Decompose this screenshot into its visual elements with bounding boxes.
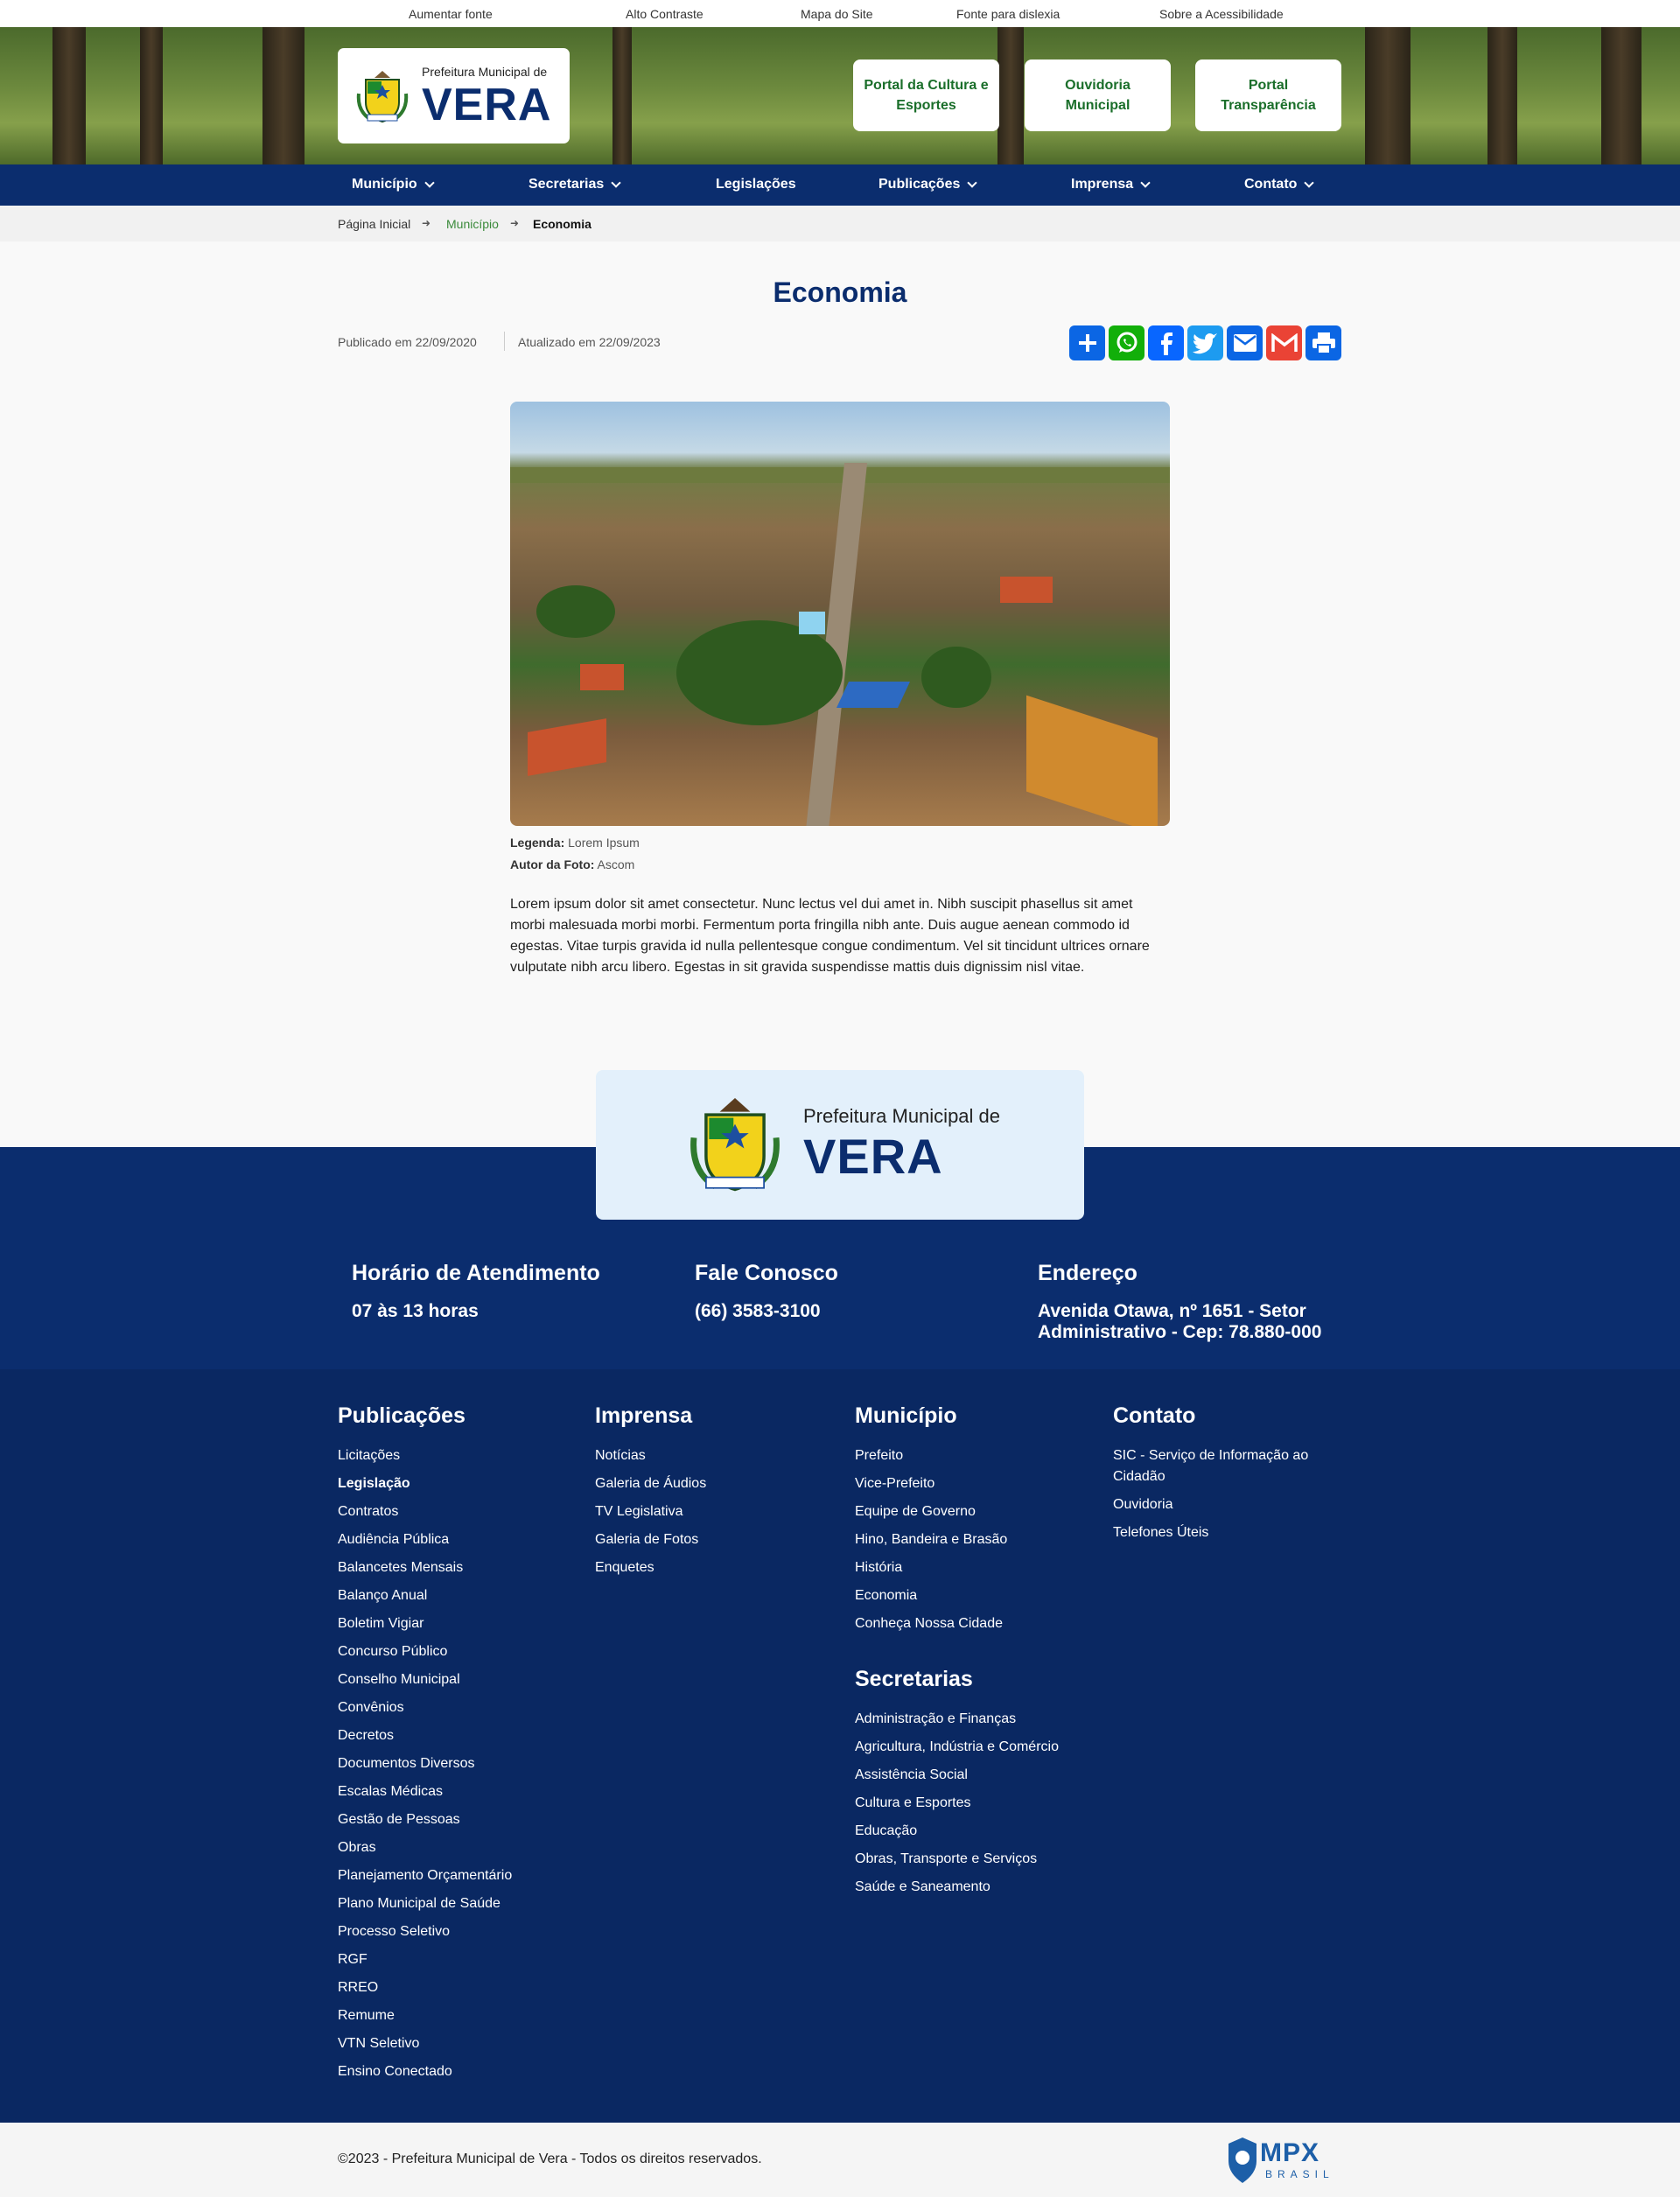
- footer-link[interactable]: Economia: [855, 1588, 918, 1603]
- footer-link[interactable]: Educação: [855, 1823, 918, 1838]
- coat-of-arms-icon: [355, 67, 410, 125]
- increase-font-link[interactable]: Aumentar fonte: [409, 7, 493, 21]
- footer-link[interactable]: Conselho Municipal: [338, 1672, 460, 1687]
- published-date: Publicado em 22/09/2020: [338, 335, 477, 349]
- footer-link[interactable]: Documentos Diversos: [338, 1756, 475, 1771]
- twitter-icon: [1193, 332, 1219, 354]
- photo-caption: Legenda: Lorem Ipsum: [510, 836, 640, 850]
- accessibility-bar: [0, 0, 1680, 27]
- footer-link[interactable]: Legislação: [338, 1476, 410, 1491]
- footer-link[interactable]: Cultura e Esportes: [855, 1795, 971, 1810]
- footer-link[interactable]: Audiência Pública: [338, 1532, 450, 1547]
- footer-link[interactable]: História: [855, 1560, 903, 1575]
- footer-link[interactable]: Prefeito: [855, 1448, 904, 1463]
- footer-link[interactable]: Remume: [338, 2008, 395, 2023]
- chevron-down-icon: [1140, 178, 1150, 187]
- footer-heading-imprensa: Imprensa: [595, 1403, 693, 1428]
- nav-municipio[interactable]: Município: [352, 177, 433, 192]
- chevron-down-icon: [612, 178, 621, 187]
- footer-link[interactable]: Balanço Anual: [338, 1588, 428, 1603]
- print-icon: [1312, 332, 1336, 354]
- footer-link[interactable]: Agricultura, Indústria e Comércio: [855, 1739, 1059, 1754]
- footer-link[interactable]: Enquetes: [595, 1560, 654, 1575]
- footer-link[interactable]: Vice-Prefeito: [855, 1476, 935, 1491]
- article-photo: [510, 402, 1170, 826]
- footer-link[interactable]: Ouvidoria: [1113, 1497, 1173, 1512]
- footer-link[interactable]: RGF: [338, 1952, 368, 1967]
- logo-subtitle: Prefeitura Municipal de: [422, 65, 548, 79]
- arrow-right-icon: ➜: [510, 217, 520, 229]
- email-icon: [1233, 333, 1257, 353]
- whatsapp-icon: [1115, 331, 1139, 355]
- breadcrumb-current: Economia: [533, 217, 592, 231]
- nav-contato[interactable]: Contato: [1244, 177, 1312, 192]
- breadcrumb: [0, 206, 1680, 241]
- footer-heading-secretarias: Secretarias: [855, 1667, 973, 1691]
- footer-link[interactable]: Obras, Transporte e Serviços: [855, 1851, 1038, 1866]
- contact-title: Fale Conosco: [695, 1261, 838, 1285]
- plus-icon: [1076, 332, 1099, 354]
- main-navigation: [0, 164, 1680, 206]
- footer-logo[interactable]: [596, 1070, 1084, 1220]
- address-title: Endereço: [1038, 1261, 1138, 1285]
- chevron-down-icon: [968, 178, 977, 187]
- share-print-button[interactable]: [1306, 325, 1341, 360]
- footer-link[interactable]: Licitações: [338, 1448, 401, 1463]
- article-body: Lorem ipsum dolor sit amet consectetur. Nunc lectus vel dui amet in. Nibh suscipit phasellus sit amet morbi malesuada morbi morbi. Fermentum porta fringilla nibh ante. Duis augue aenean commodo id egestas. Vitae turpis gravida id nulla pellentesque congue condimentum. Vel sit tincidunt ultrices ornare vulputate nibh arcu libero. Egestas in sit gravida suspendisse mattis duis dignissim nisl vitae.: [510, 897, 1150, 975]
- footer-link[interactable]: VTN Seletivo: [338, 2036, 420, 2051]
- footer-logo-subtitle: Prefeitura Municipal de: [803, 1105, 1001, 1127]
- about-accessibility-link[interactable]: Sobre a Acessibilidade: [1159, 7, 1284, 21]
- footer-link[interactable]: Administração e Finanças: [855, 1711, 1017, 1726]
- share-facebook-button[interactable]: [1148, 325, 1184, 360]
- footer-link[interactable]: Hino, Bandeira e Brasão: [855, 1532, 1008, 1547]
- footer-heading-contato: Contato: [1113, 1403, 1196, 1428]
- mpx-logo-subtext: BRASIL: [1265, 2168, 1334, 2180]
- footer-link[interactable]: Galeria de Áudios: [595, 1476, 707, 1491]
- breadcrumb-home[interactable]: Página Inicial: [338, 217, 411, 231]
- footer-link[interactable]: Escalas Médicas: [338, 1784, 444, 1799]
- hours-value: 07 às 13 horas: [352, 1301, 479, 1321]
- mpx-logo-text: MPX: [1260, 2138, 1320, 2167]
- page-title: Economia: [773, 276, 907, 308]
- footer-link[interactable]: Boletim Vigiar: [338, 1616, 424, 1631]
- site-logo[interactable]: [338, 48, 570, 143]
- footer-link[interactable]: Obras: [338, 1840, 376, 1855]
- nav-legislacoes[interactable]: Legislações: [716, 177, 796, 192]
- hours-title: Horário de Atendimento: [352, 1261, 600, 1285]
- phone-value[interactable]: (66) 3583-3100: [695, 1301, 821, 1321]
- footer-link[interactable]: Saúde e Saneamento: [855, 1879, 990, 1894]
- share-email-button[interactable]: [1227, 325, 1263, 360]
- address-value: Avenida Otawa, nº 1651 - Setor Administrativo - Cep: 78.880-000: [1038, 1301, 1322, 1342]
- chevron-down-icon: [424, 178, 434, 187]
- footer-link[interactable]: Equipe de Governo: [855, 1504, 976, 1519]
- footer-link[interactable]: TV Legislativa: [595, 1504, 683, 1519]
- footer-heading-municipio: Município: [855, 1403, 957, 1428]
- footer-logo-title: VERA: [803, 1129, 943, 1184]
- copyright-text: ©2023 - Prefeitura Municipal de Vera - Todos os direitos reservados.: [338, 2152, 762, 2166]
- facebook-icon: [1155, 331, 1178, 355]
- ombudsman-button[interactable]: Ouvidoria Municipal: [1025, 59, 1171, 131]
- chevron-down-icon: [1305, 178, 1314, 187]
- footer-link[interactable]: Galeria de Fotos: [595, 1532, 699, 1547]
- share-more-button[interactable]: [1069, 325, 1105, 360]
- footer-link[interactable]: Plano Municipal de Saúde: [338, 1896, 500, 1911]
- header-banner: [0, 27, 1680, 164]
- breadcrumb-municipio[interactable]: Município: [446, 217, 499, 231]
- nav-secretarias[interactable]: Secretarias: [528, 177, 620, 192]
- footer-links-section: [0, 1369, 1680, 2123]
- culture-portal-button[interactable]: Portal da Cultura e Esportes: [853, 59, 999, 131]
- footer-link[interactable]: Gestão de Pessoas: [338, 1812, 460, 1827]
- nav-publicacoes[interactable]: Publicações: [878, 177, 976, 192]
- footer-heading-publicacoes: Publicações: [338, 1403, 466, 1428]
- footer-link[interactable]: Concurso Público: [338, 1644, 448, 1659]
- footer-link[interactable]: Ensino Conectado: [338, 2064, 452, 2079]
- updated-date: Atualizado em 22/09/2023: [518, 335, 661, 349]
- sitemap-link[interactable]: Mapa do Site: [801, 7, 873, 21]
- photo-author: Autor da Foto: Ascom: [510, 857, 635, 871]
- footer-link[interactable]: Telefones Úteis: [1113, 1525, 1209, 1540]
- transparency-portal-button[interactable]: Portal Transparência: [1195, 59, 1341, 131]
- copyright-bar: [0, 2123, 1680, 2197]
- footer-link[interactable]: Conheça Nossa Cidade: [855, 1616, 1003, 1631]
- mpx-shield-icon: [1227, 2137, 1258, 2184]
- arrow-right-icon: ➜: [422, 217, 431, 229]
- meta-divider: [504, 332, 505, 351]
- gmail-icon: [1271, 333, 1298, 353]
- footer-link[interactable]: Notícias: [595, 1448, 646, 1463]
- footer-link[interactable]: Assistência Social: [855, 1767, 968, 1782]
- footer-link[interactable]: Contratos: [338, 1504, 399, 1519]
- footer-link[interactable]: Decretos: [338, 1728, 395, 1743]
- share-gmail-button[interactable]: [1266, 325, 1302, 360]
- nav-imprensa[interactable]: Imprensa: [1071, 177, 1149, 192]
- share-whatsapp-button[interactable]: [1109, 325, 1144, 360]
- footer-link[interactable]: Processo Seletivo: [338, 1924, 451, 1939]
- footer-link[interactable]: SIC - Serviço de Informação ao Cidadão: [1113, 1448, 1309, 1484]
- footer-link[interactable]: Convênios: [338, 1700, 404, 1715]
- coat-of-arms-icon: [688, 1089, 782, 1201]
- footer-link[interactable]: RREO: [338, 1980, 379, 1995]
- footer-link[interactable]: Planejamento Orçamentário: [338, 1868, 513, 1883]
- logo-title: VERA: [422, 80, 552, 130]
- high-contrast-link[interactable]: Alto Contraste: [626, 7, 704, 21]
- dyslexia-font-link[interactable]: Fonte para dislexia: [956, 7, 1060, 21]
- share-twitter-button[interactable]: [1187, 325, 1223, 360]
- mpx-logo[interactable]: [1227, 2137, 1340, 2186]
- footer-link[interactable]: Balancetes Mensais: [338, 1560, 464, 1575]
